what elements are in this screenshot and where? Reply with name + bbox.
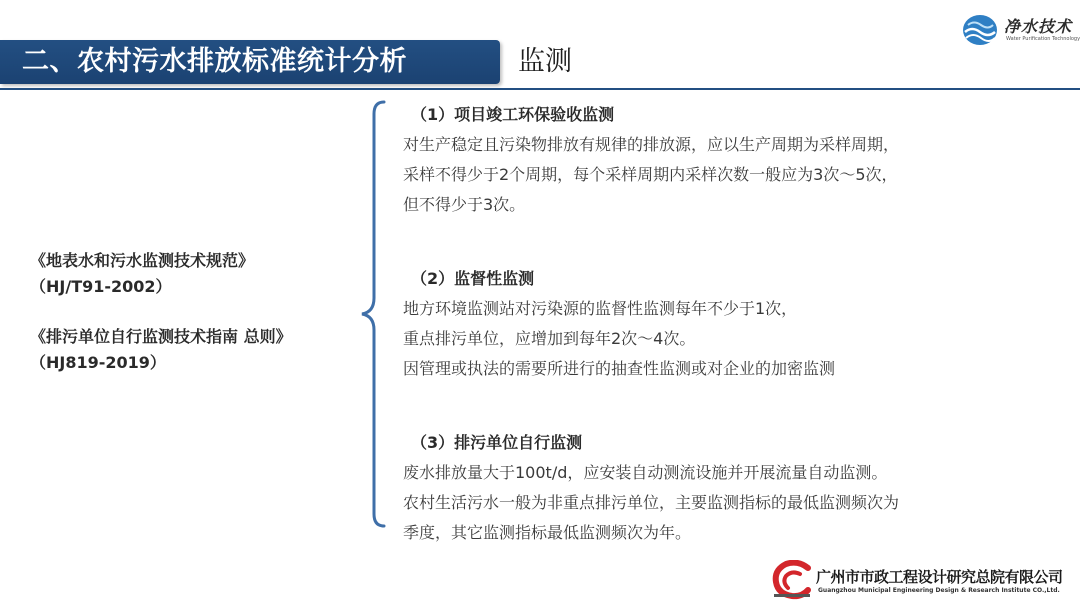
company-english-name: Guangzhou Municipal Engineering Design & Research Institute CO.,Ltd. xyxy=(818,587,1060,594)
water-tech-logo xyxy=(960,8,1080,50)
section-line: 但不得少于3次。 xyxy=(403,195,526,214)
page-title: 二、农村污水排放标准统计分析 xyxy=(22,46,407,77)
section-line: 季度，其它监测指标最低监测频次为年。 xyxy=(403,523,692,542)
section-self-monitoring xyxy=(403,428,1063,548)
section-heading: （3）排污单位自行监测 xyxy=(411,433,583,452)
section-acceptance-monitoring xyxy=(403,100,1063,220)
standard-name: 《排污单位自行监测技术指南 总则》 xyxy=(30,327,292,346)
section-heading: （2）监督性监测 xyxy=(411,269,535,288)
title-bar xyxy=(0,40,500,84)
section-heading: （1）项目竣工环保验收监测 xyxy=(411,105,615,124)
standard-item xyxy=(30,324,370,376)
standard-item xyxy=(30,248,370,300)
section-line: 对生产稳定且污染物排放有规律的排放源，应以生产周期为采样周期， xyxy=(403,135,900,154)
standards-list xyxy=(30,248,370,400)
title-divider xyxy=(0,88,1080,90)
section-supervisory-monitoring xyxy=(403,264,1063,384)
water-drop-logo-icon xyxy=(960,12,1000,48)
company-emblem-icon xyxy=(770,560,814,600)
section-line: 因管理或执法的需要所进行的抽查性监测或对企业的加密监测 xyxy=(403,359,836,378)
section-line: 农村生活污水一般为非重点排污单位，主要监测指标的最低监测频次为 xyxy=(403,493,900,512)
logo-top-name: 净水技术 xyxy=(1004,17,1073,36)
company-name: 广州市市政工程设计研究总院有限公司 xyxy=(816,568,1063,586)
page-subtitle: 监测 xyxy=(518,46,572,77)
curly-brace-icon xyxy=(356,100,386,530)
logo-top-subtitle: Water Purification Technology xyxy=(1006,36,1080,42)
company-logo xyxy=(770,558,1076,604)
section-line: 采样不得少于2个周期，每个采样周期内采样次数一般应为3次～5次， xyxy=(403,165,898,184)
section-line: 地方环境监测站对污染源的监督性监测每年不少于1次， xyxy=(403,299,798,318)
section-line: 废水排放量大于100t/d，应安装自动测流设施并开展流量自动监测。 xyxy=(403,463,888,482)
standard-name: 《地表水和污水监测技术规范》 xyxy=(30,251,255,270)
section-line: 重点排污单位，应增加到每年2次～4次。 xyxy=(403,329,696,348)
standard-code: （HJ819-2019） xyxy=(30,353,166,372)
standard-code: （HJ/T91-2002） xyxy=(30,277,172,296)
